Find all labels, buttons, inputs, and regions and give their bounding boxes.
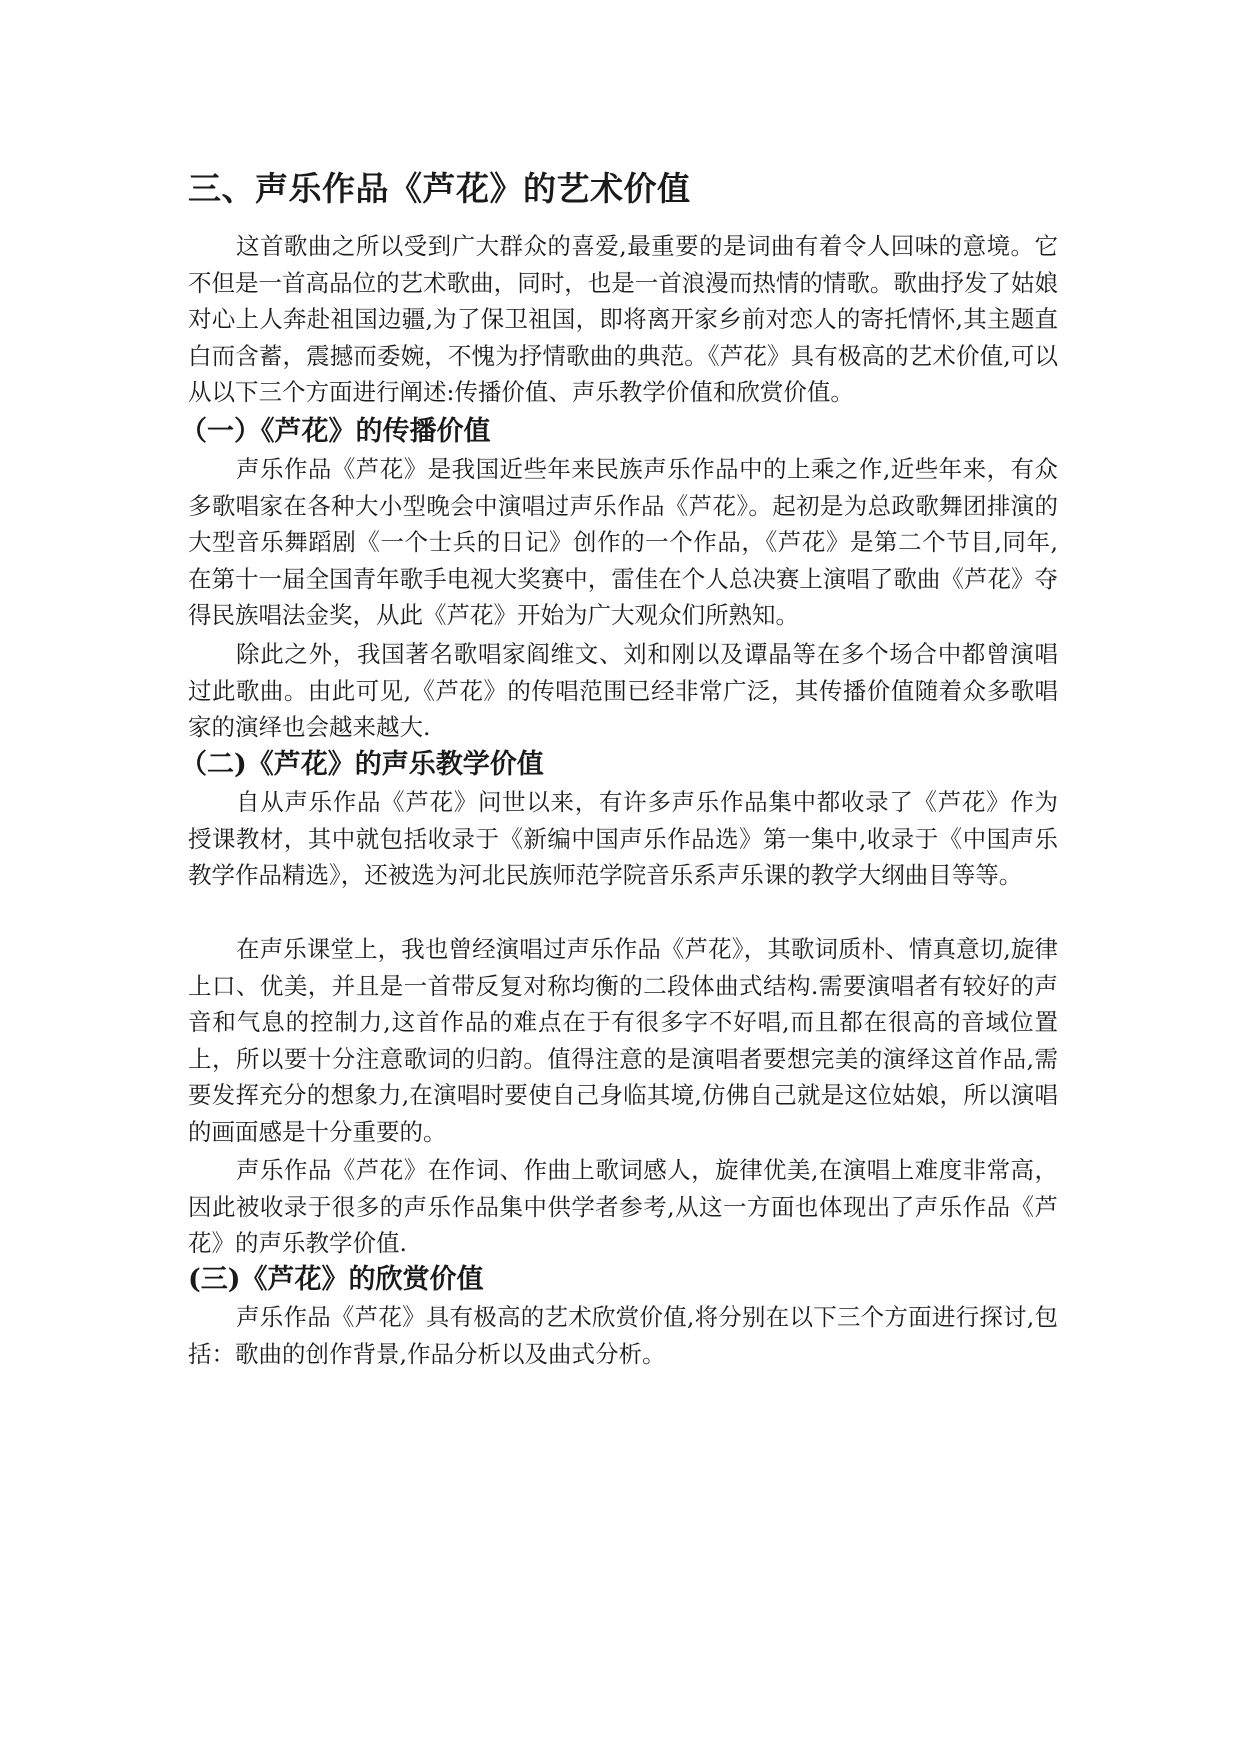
- teaching-value-paragraph-2: 在声乐课堂上，我也曾经演唱过声乐作品《芦花》，其歌词质朴、情真意切,旋律上口、优美，并且是一首带反复对称均衡的二段体曲式结构.需要演唱者有较好的声音和气息的控制力,这首作品的难点在于有很多字不好唱,而且都在很高的音域位置上，所以要十分注意歌词的归韵。值得注意的是演唱者要想完美的演绎这首作品,需要发挥充分的想象力,在演唱时要使自己身临其境,仿佛自己就是这位姑娘，所以演唱的画面感是十分重要的。: [188, 935, 1058, 1146]
- teaching-value-paragraph-1: 自从声乐作品《芦花》问世以来，有许多声乐作品集中都收录了《芦花》作为授课教材，其中就包括收录于《新编中国声乐作品选》第一集中,收录于《中国声乐教学作品精选》，还被选为河北民族师范学院音乐系声乐课的教学大纲曲目等等。: [188, 788, 1058, 890]
- appreciation-value-paragraph-1: 声乐作品《芦花》具有极高的艺术欣赏价值,将分别在以下三个方面进行探讨,包括：歌曲的创作背景,作品分析以及曲式分析。: [188, 1303, 1058, 1368]
- section-heading-appreciation-value: (三)《芦花》的欣赏价值: [188, 1264, 484, 1295]
- spread-value-paragraph-2: 除此之外，我国著名歌唱家阎维文、刘和刚以及谭晶等在多个场合中都曾演唱过此歌曲。由此可见,《芦花》的传唱范围已经非常广泛，其传播价值随着众多歌唱家的演绎也会越来越大.: [188, 640, 1058, 742]
- chapter-title: 三、声乐作品《芦花》的艺术价值: [188, 169, 691, 208]
- spread-value-paragraph-1: 声乐作品《芦花》是我国近些年来民族声乐作品中的上乘之作,近些年来，有众多歌唱家在各种大小型晚会中演唱过声乐作品《芦花》。起初是为总政歌舞团排演的大型音乐舞蹈剧《一个士兵的日记》创作的一个作品，《芦花》是第二个节目,同年,在第十一届全国青年歌手电视大奖赛中，雷佳在个人总决赛上演唱了歌曲《芦花》夺得民族唱法金奖，从此《芦花》开始为广大观众们所熟知。: [188, 455, 1058, 630]
- section-heading-teaching-value: （二)《芦花》的声乐教学价值: [180, 749, 544, 780]
- section-heading-spread-value: （一）《芦花》的传播价值: [180, 416, 491, 447]
- intro-paragraph: 这首歌曲之所以受到广大群众的喜爱,最重要的是词曲有着令人回味的意境。它不但是一首高品位的艺术歌曲，同时，也是一首浪漫而热情的情歌。歌曲抒发了姑娘对心上人奔赴祖国边疆,为了保卫祖国，即将离开家乡前对恋人的寄托情怀,其主题直白而含蓄，震撼而委婉，不愧为抒情歌曲的典范。《芦花》具有极高的艺术价值,可以从以下三个方面进行阐述:传播价值、声乐教学价值和欣赏价值。: [188, 232, 1058, 407]
- teaching-value-paragraph-3: 声乐作品《芦花》在作词、作曲上歌词感人，旋律优美,在演唱上难度非常高，因此被收录于很多的声乐作品集中供学者参考,从这一方面也体现出了声乐作品《芦花》的声乐教学价值.: [188, 1156, 1058, 1258]
